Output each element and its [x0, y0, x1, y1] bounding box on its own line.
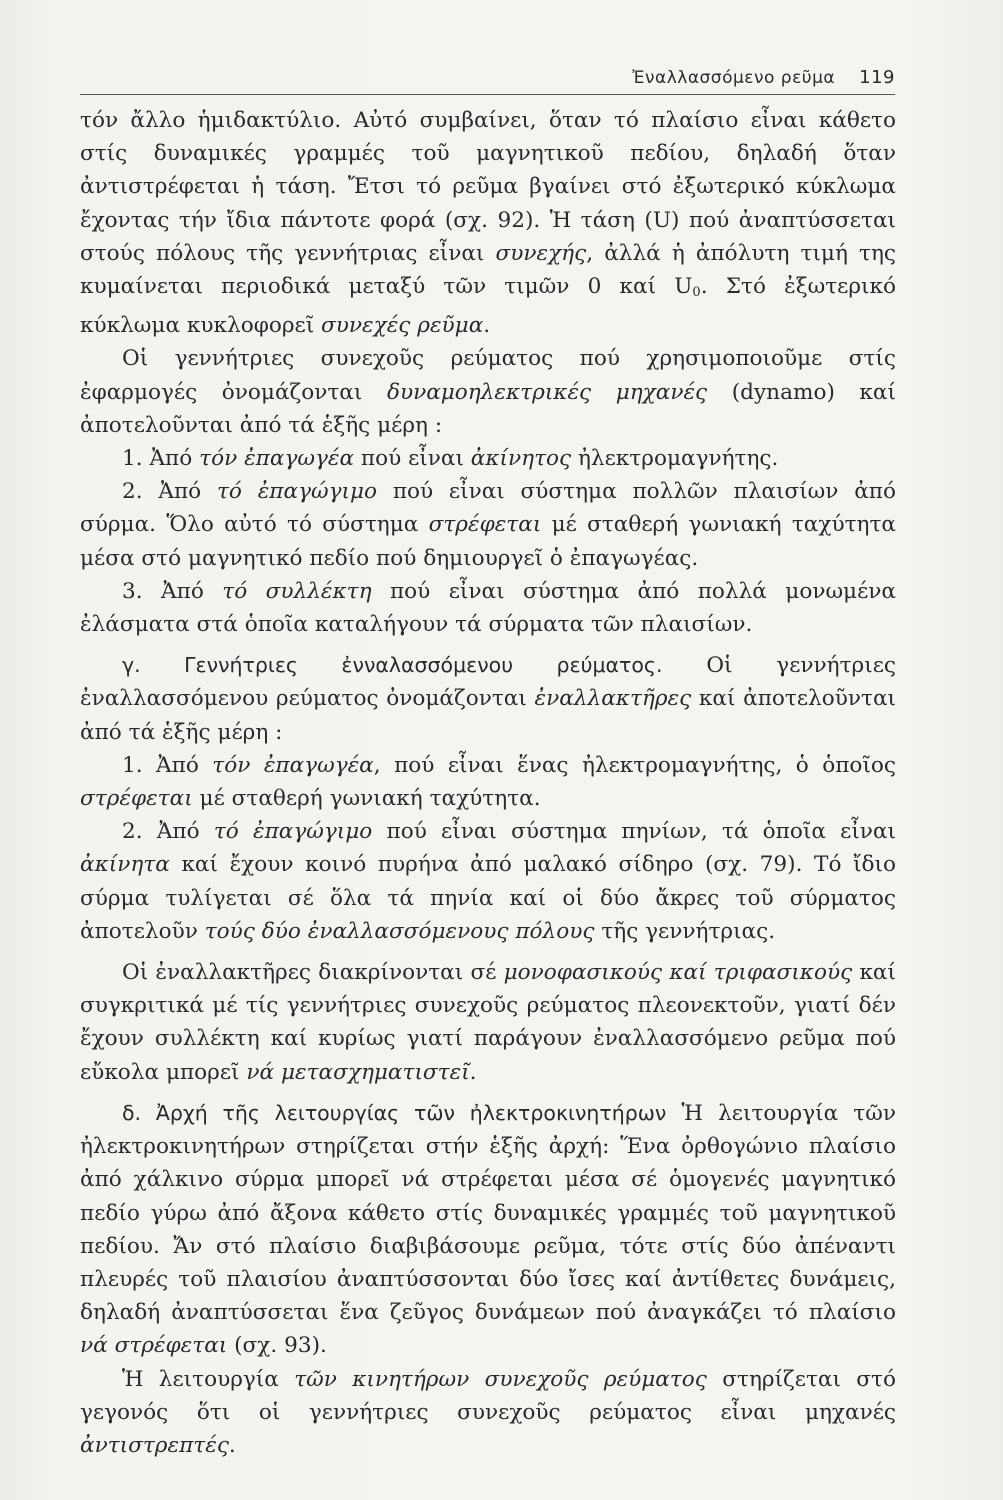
text-run: πού εἶναι σύστημα πολλῶν πλαισίων ἀπό σύρμα. Ὅλο αὐτό τό σύστημα: [80, 479, 896, 538]
text-run: ἠλεκτρομαγνήτης.: [578, 446, 779, 472]
text-run: πού εἶναι σύστημα ἀπό πολλά μονωμένα ἐλάσματα στά ὁποῖα καταλήγουν τά σύρματα τῶν πλαισίων.: [80, 578, 896, 638]
emphasis-text: τό ἐπαγώγιμο: [213, 819, 373, 845]
emphasis-text: μονοφασικούς καί τριφασικούς: [503, 960, 853, 986]
emphasis-text: νά μετασχηματιστεῖ: [246, 1059, 470, 1085]
page-body: [80, 104, 896, 1462]
text-run: , ἀλλά ἡ ἀπόλυτη τιμή της κυμαίνεται περιοδικά μεταξύ τῶν τιμῶν 0 καί U: [80, 240, 896, 300]
paragraph-continuation: [80, 104, 896, 342]
paragraph-dynamo: [80, 342, 896, 442]
emphasis-text: ἀντιστρεπτές: [80, 1432, 229, 1458]
list-item-1: [80, 442, 896, 475]
text-run: πού εἶναι: [360, 446, 464, 472]
text-run: .: [228, 1432, 236, 1458]
emphasis-text: στρέφεται: [80, 786, 193, 812]
emphasis-text: ἀκίνητος: [470, 446, 572, 472]
emphasis-text: ἐναλλακτῆρες: [534, 686, 692, 712]
list-item-ac-2: [80, 815, 896, 948]
emphasis-text: τούς δύο ἐναλλασσόμενους πόλους: [204, 918, 595, 944]
text-run: 1. Ἀπό: [122, 446, 193, 472]
text-run: 2. Ἀπό: [122, 819, 200, 845]
emphasis-text: τό ἐπαγώγιμο: [216, 479, 378, 505]
text-run: πού εἶναι σύστημα πηνίων, τά ὁποῖα εἶναι: [386, 819, 896, 845]
text-run: Οἱ ἐναλλακτῆρες διακρίνονται σέ: [122, 960, 497, 986]
text-run: μέ σταθερή γωνιακή ταχύτητα μέσα στό μαγνητικό πεδίο πού δημιουργεῖ ὁ ἐπαγωγέας.: [80, 512, 896, 571]
text-run: τόν ἄλλο ἡμιδακτύλιο. Αὐτό συμβαίνει, ὅταν τό πλαίσιο εἶναι κάθετο στίς δυναμικές γραμμές τοῦ μαγνητικοῦ πεδίου, δηλαδή ὅταν ἀντιστρέφεται ἡ τάση. Ἔτσι τό ρεῦμα βγαίνει στό ἐξωτερικό κύκλωμα ἔχοντας τήν ἴδια πάντοτε φορά (σχ. 92). Ἡ τάση (U) πού ἀναπτύσσεται στούς πόλους τῆς γεννήτριας εἶναι: [80, 108, 896, 266]
page-number: 119: [859, 67, 895, 88]
running-head-title: Ἐναλλασσόμενο ρεῦμα: [632, 68, 836, 88]
text-run: Ἡ λειτουργία τῶν ἠλεκτροκινητήρων στηρίζεται στήν ἑξῆς ἀρχή: Ἕνα ὀρθογώνιο πλαίσιο ἀπό χάλκινο σύρμα μπορεῖ νά στρέφεται μέσα σέ ὁμογενές μαγνητικό πεδίο γύρω ἀπό ἄξονα κάθετο στίς δυναμικές γραμμές τοῦ μαγνητικοῦ πεδίου. Ἄν στό πλαίσιο διαβιβάσουμε ρεῦμα, τότε στίς δύο ἀπέναντι πλευρές τοῦ πλαισίου ἀναπτύσσονται δύο ἴσες καί ἀντίθετες δυνάμεις, δηλαδή ἀναπτύσσεται ἕνα ζεῦγος δυνάμεων πού ἀναγκάζει τό πλαίσιο: [80, 1100, 896, 1326]
text-run: Οἱ γεννήτριες ἐναλλασσόμενου ρεύματος ὀνομάζονται: [80, 653, 896, 712]
emphasis-text: συνεχές ρεῦμα: [321, 313, 484, 339]
text-run: τῆς γεννήτριας.: [601, 918, 776, 944]
text-run: 1. Ἀπό: [122, 752, 199, 778]
emphasis-text: συνεχής: [495, 240, 587, 266]
text-run: Ἡ λειτουργία: [122, 1366, 279, 1392]
text-run: .: [469, 1059, 477, 1085]
paragraph-ac-generators: [80, 649, 896, 749]
paragraph-dc-motors: [80, 1363, 896, 1463]
text-run: , πού εἶναι ἕνας ἠλεκτρομαγνήτης, ὁ ὁποῖος: [373, 752, 896, 778]
text-run: καί συγκριτικά μέ τίς γεννήτριες συνεχοῦς ρεύματος πλεονεκτοῦν, γιατί δέν ἔχουν συλλέκτη καί κυρίως γιατί παράγουν ἐναλλασσόμενο ρεῦμα πού εὔκολα μπορεῖ: [80, 960, 896, 1085]
list-item-2: [80, 475, 896, 575]
text-run: (dynamo) καί ἀποτελοῦνται ἀπό τά ἑξῆς μέρη :: [80, 379, 896, 438]
list-item-ac-1: [80, 749, 896, 815]
emphasis-text: νά στρέφεται: [80, 1333, 228, 1359]
emphasis-text: τό συλλέκτη: [222, 578, 372, 604]
emphasis-text: τόν ἐπαγωγέα: [212, 752, 374, 778]
section-heading: γ. Γεννήτριες ἐνναλασσόμενου ρεύματος.: [122, 653, 663, 678]
list-item-3: [80, 575, 896, 641]
emphasis-text: τῶν κινητήρων συνεχοῦς ρεύματος: [294, 1366, 707, 1392]
paragraph-motor-principle: [80, 1097, 896, 1363]
text-run: στηρίζεται στό γεγονός ὅτι οἱ γεννήτριες συνεχοῦς ρεύματος εἶναι μηχανές: [80, 1366, 896, 1425]
emphasis-text: στρέφεται: [428, 512, 542, 538]
text-run: καί ἀποτελοῦνται ἀπό τά ἑξῆς μέρη :: [80, 686, 896, 745]
text-run: καί ἔχουν κοινό πυρήνα ἀπό μαλακό σίδηρο (σχ. 79). Τό ἴδιο σύρμα τυλίγεται σέ ὅλα τά πηνία καί οἱ δύο ἄκρες τοῦ σύρματος ἀποτελοῦν: [80, 852, 896, 944]
text-run: .: [483, 313, 491, 339]
subscript: 0: [692, 285, 701, 301]
emphasis-text: τόν ἐπαγωγέα: [199, 446, 355, 472]
running-head: [80, 58, 895, 95]
section-heading: δ. Ἀρχή τῆς λειτουργίας τῶν ἠλεκτροκινητήρων: [122, 1100, 667, 1125]
text-run: 3. Ἀπό: [122, 578, 204, 604]
paragraph-alternators: [80, 956, 896, 1089]
text-run: (σχ. 93).: [234, 1333, 327, 1359]
text-run: 2. Ἀπό: [122, 479, 202, 505]
text-run: μέ σταθερή γωνιακή ταχύτητα.: [199, 786, 541, 812]
emphasis-text: ἀκίνητα: [80, 852, 170, 878]
emphasis-text: δυναμοηλεκτρικές μηχανές: [386, 379, 708, 405]
text-run: . Στό ἐξωτερικό κύκλωμα κυκλοφορεῖ: [80, 274, 897, 339]
text-run: Οἱ γεννήτριες συνεχοῦς ρεύματος πού χρησιμοποιοῦμε στίς ἐφαρμογές ὀνομάζονται: [80, 346, 896, 405]
